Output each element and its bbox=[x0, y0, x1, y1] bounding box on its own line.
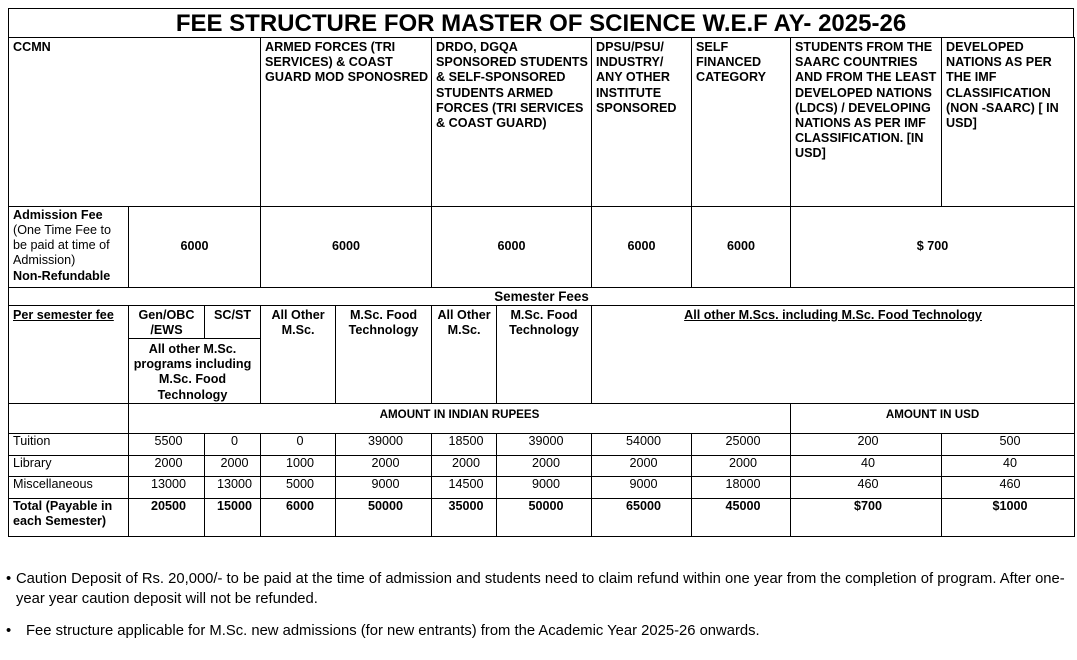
fee-row-library bbox=[9, 456, 1075, 477]
currency-row-empty bbox=[9, 404, 129, 434]
fee-cell: 39000 bbox=[336, 434, 432, 456]
fee-cell: 15000 bbox=[205, 499, 261, 537]
msc-food-technology-label-2: M.Sc. Food Technology bbox=[497, 306, 592, 404]
admission-fee-note: Non-Refundable bbox=[13, 268, 111, 283]
admission-fee-ccmn: 6000 bbox=[129, 207, 261, 288]
notes-section bbox=[6, 569, 1066, 641]
header-self-financed: SELF FINANCED CATEGORY bbox=[692, 38, 791, 207]
all-other-msc-label: All Other M.Sc. bbox=[261, 306, 336, 404]
fee-cell: 9000 bbox=[336, 477, 432, 499]
header-developed-nations: DEVELOPED NATIONS AS PER THE IMF CLASSIFICATION (NON -SAARC) [ IN USD] bbox=[942, 38, 1075, 207]
amount-usd-label: AMOUNT IN USD bbox=[791, 404, 1075, 434]
admission-fee-self-financed: 6000 bbox=[692, 207, 791, 288]
bullet: • bbox=[6, 571, 12, 587]
fee-cell: 200 bbox=[791, 434, 942, 456]
semester-subheader-row bbox=[9, 306, 1075, 404]
admission-fee-desc: (One Time Fee to be paid at time of Admission) bbox=[13, 223, 111, 268]
note-text: Fee structure applicable for M.Sc. new admissions (for new entrants) from the Academic Year 2025-26 onwards. bbox=[26, 623, 760, 639]
fee-cell: 5500 bbox=[129, 434, 205, 456]
fee-cell: 39000 bbox=[497, 434, 592, 456]
admission-fee-drdo: 6000 bbox=[432, 207, 592, 288]
fee-cell: 2000 bbox=[205, 456, 261, 477]
fee-cell: 2000 bbox=[692, 456, 791, 477]
admission-fee-label bbox=[9, 207, 129, 288]
fee-cell: 0 bbox=[261, 434, 336, 456]
header-saarc-ldc: STUDENTS FROM THE SAARC COUNTRIES AND FROM THE LEAST DEVELOPED NATIONS (LDCS) / DEVELOPING NATIONS AS PER IMF CLASSIFICATION. [IN USD] bbox=[791, 38, 942, 207]
fee-cell: 0 bbox=[205, 434, 261, 456]
page-title: FEE STRUCTURE FOR MASTER OF SCIENCE W.E.F AY- 2025-26 bbox=[8, 8, 1074, 38]
header-dpsu-psu: DPSU/PSU/ INDUSTRY/ ANY OTHER INSTITUTE SPONSORED bbox=[592, 38, 692, 207]
fee-row-label: Tuition bbox=[9, 434, 129, 456]
amount-inr-label: AMOUNT IN INDIAN RUPEES bbox=[129, 404, 791, 434]
fee-cell: 5000 bbox=[261, 477, 336, 499]
admission-fee-foreign: $ 700 bbox=[791, 207, 1075, 288]
all-other-msc-label-2: All Other M.Sc. bbox=[432, 306, 497, 404]
semester-fees-heading: Semester Fees bbox=[9, 288, 1075, 306]
fee-cell: 13000 bbox=[129, 477, 205, 499]
fee-cell: 14500 bbox=[432, 477, 497, 499]
fee-table bbox=[8, 37, 1075, 537]
fee-cell: 2000 bbox=[432, 456, 497, 477]
note-text: Caution Deposit of Rs. 20,000/- to be paid at the time of admission and students need to claim refund within one year from the completion of program. After one-year year caution deposit will not be refunded. bbox=[16, 571, 1065, 607]
fee-row-label: Library bbox=[9, 456, 129, 477]
fee-cell: 50000 bbox=[497, 499, 592, 537]
msc-food-technology-label: M.Sc. Food Technology bbox=[336, 306, 432, 404]
fee-cell: 40 bbox=[791, 456, 942, 477]
admission-fee-row bbox=[9, 207, 1075, 288]
fee-cell: 1000 bbox=[261, 456, 336, 477]
fee-cell: $1000 bbox=[942, 499, 1075, 537]
all-other-mscs-label: All other M.Scs. including M.Sc. Food Technology bbox=[592, 306, 1075, 404]
header-drdo-dgqa: DRDO, DGQA SPONSORED STUDENTS & SELF-SPONSORED STUDENTS ARMED FORCES (TRI SERVICES & COAST GUARD) bbox=[432, 38, 592, 207]
ccmn-subheader bbox=[129, 306, 261, 404]
fee-cell: 35000 bbox=[432, 499, 497, 537]
fee-cell: 460 bbox=[791, 477, 942, 499]
admission-fee-armed-forces: 6000 bbox=[261, 207, 432, 288]
fee-cell: 2000 bbox=[592, 456, 692, 477]
fee-row-tuition bbox=[9, 434, 1075, 456]
fee-cell: 18000 bbox=[692, 477, 791, 499]
semester-fees-heading-row bbox=[9, 288, 1075, 306]
fee-cell: 50000 bbox=[336, 499, 432, 537]
fee-cell: 2000 bbox=[497, 456, 592, 477]
all-other-msc-programs-label: All other M.Sc. programs including M.Sc. Food Technology bbox=[133, 342, 252, 402]
fee-cell: 54000 bbox=[592, 434, 692, 456]
note-applicability bbox=[6, 621, 1066, 641]
fee-cell: $700 bbox=[791, 499, 942, 537]
category-header-row bbox=[9, 38, 1075, 207]
fee-cell: 2000 bbox=[336, 456, 432, 477]
per-semester-fee-label: Per semester fee bbox=[9, 306, 129, 404]
fee-row-total bbox=[9, 499, 1075, 537]
fee-cell: 18500 bbox=[432, 434, 497, 456]
sc-st-label: SC/ST bbox=[213, 308, 252, 322]
fee-row-miscellaneous bbox=[9, 477, 1075, 499]
fee-cell: 65000 bbox=[592, 499, 692, 537]
fee-row-label: Total (Payable in each Semester) bbox=[9, 499, 129, 537]
fee-cell: 9000 bbox=[497, 477, 592, 499]
admission-fee-dpsu: 6000 bbox=[592, 207, 692, 288]
fee-row-label: Miscellaneous bbox=[9, 477, 129, 499]
fee-cell: 20500 bbox=[129, 499, 205, 537]
bullet: • bbox=[6, 623, 12, 639]
fee-cell: 9000 bbox=[592, 477, 692, 499]
fee-cell: 2000 bbox=[129, 456, 205, 477]
note-caution-deposit bbox=[6, 569, 1066, 609]
header-armed-forces: ARMED FORCES (TRI SERVICES) & COAST GUARD MOD SPONOSRED bbox=[261, 38, 432, 207]
fee-cell: 40 bbox=[942, 456, 1075, 477]
fee-cell: 460 bbox=[942, 477, 1075, 499]
header-ccmn: CCMN bbox=[9, 38, 261, 207]
fee-cell: 45000 bbox=[692, 499, 791, 537]
gen-obc-ews-label: Gen/OBC /EWS bbox=[129, 306, 205, 338]
fee-cell: 6000 bbox=[261, 499, 336, 537]
fee-cell: 500 bbox=[942, 434, 1075, 456]
fee-cell: 25000 bbox=[692, 434, 791, 456]
currency-row bbox=[9, 404, 1075, 434]
admission-fee-title: Admission Fee bbox=[13, 208, 103, 222]
fee-cell: 13000 bbox=[205, 477, 261, 499]
